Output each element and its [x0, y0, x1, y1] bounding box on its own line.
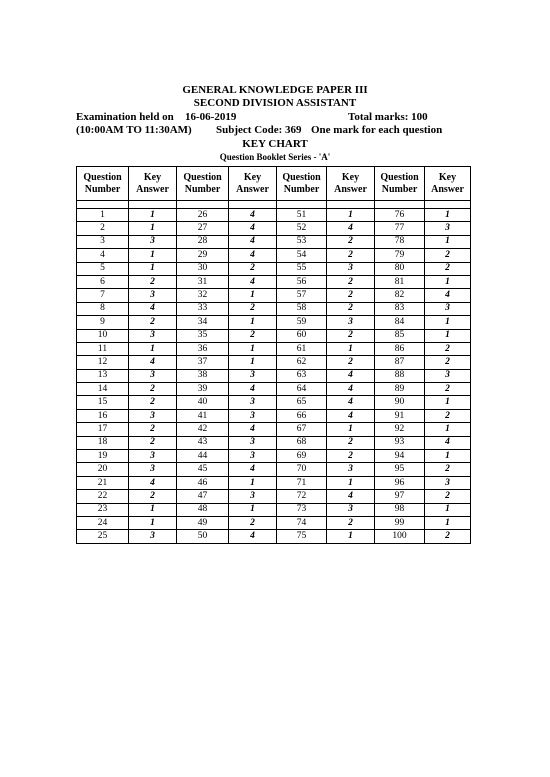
question-number-cell: 17: [77, 423, 129, 436]
question-number-cell: 11: [77, 342, 129, 355]
question-number-cell: 63: [277, 369, 327, 382]
key-answer-cell: 1: [229, 342, 277, 355]
key-answer-cell: 2: [327, 450, 375, 463]
key-answer-cell: 2: [425, 249, 471, 262]
header-line-1: Key: [243, 171, 262, 183]
key-answer-cell: 3: [425, 369, 471, 382]
question-number-cell: 60: [277, 329, 327, 342]
header-line-2: Answer: [236, 183, 269, 195]
question-number-cell: 5: [77, 262, 129, 275]
key-chart-heading: KEY CHART: [242, 138, 308, 150]
question-number-cell: 98: [375, 503, 425, 516]
question-number-cell: 54: [277, 249, 327, 262]
key-answer-cell: 3: [129, 289, 177, 302]
question-number-cell: 67: [277, 423, 327, 436]
question-number-cell: 62: [277, 356, 327, 369]
question-number-cell: 28: [177, 235, 229, 248]
key-answer-cell: 3: [229, 450, 277, 463]
key-answer-cell: 2: [327, 289, 375, 302]
key-answer-cell: 3: [129, 463, 177, 476]
header-line-1: Question: [380, 171, 419, 183]
key-answer-cell: 2: [425, 409, 471, 422]
key-answer-cell: 2: [229, 516, 277, 529]
key-answer-cell: 1: [129, 262, 177, 275]
header-line-1: Key: [143, 171, 162, 183]
question-number-cell: 12: [77, 356, 129, 369]
key-answer-cell: 1: [327, 342, 375, 355]
question-number-cell: 1: [77, 209, 129, 222]
question-number-cell: 41: [177, 409, 229, 422]
table-row: [77, 530, 471, 543]
answer-key-table: [76, 166, 471, 544]
key-answer-cell: 1: [229, 476, 277, 489]
key-answer-cell: 2: [425, 490, 471, 503]
marks-note: One mark for each question: [311, 124, 443, 136]
question-number-cell: 83: [375, 302, 425, 315]
question-number-cell: 8: [77, 302, 129, 315]
exam-date-label: Examination held on: [76, 111, 174, 123]
question-number-cell: 58: [277, 302, 327, 315]
key-answer-cell: 2: [327, 249, 375, 262]
question-number-cell: 14: [77, 383, 129, 396]
question-number-cell: 37: [177, 356, 229, 369]
spacer-row: [77, 201, 471, 209]
header-line-1: Key: [438, 171, 457, 183]
question-number-cell: 75: [277, 530, 327, 543]
question-number-cell: 42: [177, 423, 229, 436]
key-answer-cell: 3: [327, 262, 375, 275]
table-row: [77, 450, 471, 463]
header-line-1: Key: [341, 171, 360, 183]
question-number-cell: 19: [77, 450, 129, 463]
table-row: [77, 316, 471, 329]
key-answer-cell: 4: [229, 249, 277, 262]
key-answer-cell: 4: [229, 463, 277, 476]
key-answer-cell: 1: [229, 503, 277, 516]
key-answer-cell: 2: [129, 436, 177, 449]
question-number-cell: 25: [77, 530, 129, 543]
key-answer-cell: 1: [425, 275, 471, 288]
question-number-cell: 69: [277, 450, 327, 463]
question-number-cell: 89: [375, 383, 425, 396]
header-line-1: Question: [282, 171, 321, 183]
header-line-2: Number: [283, 183, 320, 195]
booklet-series: Question Booklet Series - 'A': [219, 152, 331, 162]
key-answer-cell: 2: [129, 423, 177, 436]
question-number-cell: 24: [77, 516, 129, 529]
question-number-cell: 23: [77, 503, 129, 516]
key-answer-cell: 2: [129, 383, 177, 396]
key-answer-cell: 4: [229, 222, 277, 235]
key-answer-cell: 3: [229, 409, 277, 422]
question-number-cell: 32: [177, 289, 229, 302]
key-answer-cell: 2: [129, 490, 177, 503]
paper-title: GENERAL KNOWLEDGE PAPER III: [182, 84, 368, 96]
table-row: [77, 476, 471, 489]
question-number-cell: 73: [277, 503, 327, 516]
question-number-cell: 21: [77, 476, 129, 489]
key-answer-cell: 3: [229, 369, 277, 382]
question-number-cell: 82: [375, 289, 425, 302]
table-row: [77, 463, 471, 476]
table-row: [77, 503, 471, 516]
key-answer-cell: 2: [327, 329, 375, 342]
key-answer-cell: 1: [425, 209, 471, 222]
question-number-cell: 43: [177, 436, 229, 449]
key-answer-cell: 4: [229, 530, 277, 543]
key-answer-cell: 1: [425, 516, 471, 529]
question-number-cell: 86: [375, 342, 425, 355]
table-row: [77, 516, 471, 529]
key-answer-cell: 1: [327, 476, 375, 489]
key-answer-cell: 3: [129, 329, 177, 342]
question-number-cell: 46: [177, 476, 229, 489]
question-number-cell: 74: [277, 516, 327, 529]
key-answer-cell: 3: [425, 302, 471, 315]
table-row: [77, 369, 471, 382]
table-row: [77, 302, 471, 315]
key-answer-cell: 2: [425, 383, 471, 396]
key-answer-cell: 2: [327, 356, 375, 369]
header-line-2: Number: [184, 183, 221, 195]
key-answer-cell: 2: [229, 329, 277, 342]
table-row: [77, 396, 471, 409]
question-number-cell: 57: [277, 289, 327, 302]
key-answer-cell: 2: [425, 262, 471, 275]
key-answer-cell: 4: [425, 289, 471, 302]
table-row: [77, 356, 471, 369]
exam-date: 16-06-2019: [185, 111, 237, 123]
question-number-cell: 71: [277, 476, 327, 489]
key-answer-cell: 1: [327, 530, 375, 543]
header-line-2: Number: [381, 183, 418, 195]
question-number-cell: 49: [177, 516, 229, 529]
key-answer-cell: 2: [327, 275, 375, 288]
key-answer-cell: 1: [425, 450, 471, 463]
table-header: [77, 167, 471, 201]
key-answer-cell: 1: [425, 329, 471, 342]
question-number-cell: 95: [375, 463, 425, 476]
key-answer-cell: 4: [129, 302, 177, 315]
key-answer-cell: 2: [129, 275, 177, 288]
key-answer-cell: 2: [129, 316, 177, 329]
question-number-cell: 18: [77, 436, 129, 449]
key-answer-cell: 1: [425, 423, 471, 436]
table-row: [77, 342, 471, 355]
key-answer-header: [129, 167, 177, 201]
question-number-cell: 22: [77, 490, 129, 503]
question-number-cell: 96: [375, 476, 425, 489]
key-answer-cell: 2: [425, 530, 471, 543]
question-number-cell: 45: [177, 463, 229, 476]
question-number-cell: 66: [277, 409, 327, 422]
key-answer-cell: 3: [129, 530, 177, 543]
key-answer-cell: 1: [425, 503, 471, 516]
question-number-header: [77, 167, 129, 201]
header-line-1: Question: [83, 171, 122, 183]
question-number-cell: 47: [177, 490, 229, 503]
question-number-cell: 92: [375, 423, 425, 436]
question-number-cell: 59: [277, 316, 327, 329]
table-row: [77, 275, 471, 288]
total-marks: Total marks: 100: [348, 111, 428, 123]
exam-time: (10:00AM TO 11:30AM): [76, 124, 192, 136]
key-answer-cell: 4: [425, 436, 471, 449]
key-answer-cell: 3: [129, 450, 177, 463]
key-answer-cell: 1: [327, 423, 375, 436]
table-row: [77, 209, 471, 222]
table-row: [77, 409, 471, 422]
key-answer-cell: 2: [425, 342, 471, 355]
question-number-cell: 13: [77, 369, 129, 382]
key-answer-cell: 1: [425, 235, 471, 248]
question-number-header: [375, 167, 425, 201]
question-number-cell: 52: [277, 222, 327, 235]
question-number-header: [177, 167, 229, 201]
question-number-cell: 35: [177, 329, 229, 342]
question-number-cell: 72: [277, 490, 327, 503]
question-number-cell: 56: [277, 275, 327, 288]
key-answer-cell: 1: [129, 516, 177, 529]
key-answer-cell: 3: [327, 503, 375, 516]
key-answer-cell: 4: [327, 369, 375, 382]
question-number-cell: 87: [375, 356, 425, 369]
header-line-2: Answer: [136, 183, 169, 195]
key-answer-cell: 3: [229, 436, 277, 449]
question-number-cell: 33: [177, 302, 229, 315]
question-number-cell: 27: [177, 222, 229, 235]
question-number-cell: 91: [375, 409, 425, 422]
key-answer-cell: 4: [327, 383, 375, 396]
key-answer-cell: 4: [327, 409, 375, 422]
key-answer-cell: 4: [229, 235, 277, 248]
table-row: [77, 222, 471, 235]
header-line-1: Question: [183, 171, 222, 183]
header-line-2: Number: [84, 183, 121, 195]
key-answer-cell: 3: [229, 490, 277, 503]
question-number-cell: 65: [277, 396, 327, 409]
question-number-cell: 81: [375, 275, 425, 288]
key-answer-cell: 1: [129, 249, 177, 262]
question-number-cell: 97: [375, 490, 425, 503]
question-number-cell: 53: [277, 235, 327, 248]
table-row: [77, 249, 471, 262]
key-answer-cell: 1: [425, 316, 471, 329]
table-row: [77, 423, 471, 436]
table-row: [77, 383, 471, 396]
key-answer-cell: 4: [229, 209, 277, 222]
key-answer-cell: 1: [229, 316, 277, 329]
header-line-2: Answer: [431, 183, 464, 195]
key-answer-cell: 1: [129, 222, 177, 235]
question-number-cell: 99: [375, 516, 425, 529]
key-answer-cell: 1: [229, 356, 277, 369]
key-answer-cell: 1: [129, 342, 177, 355]
question-number-cell: 44: [177, 450, 229, 463]
key-answer-cell: 4: [229, 275, 277, 288]
question-number-cell: 9: [77, 316, 129, 329]
key-answer-cell: 2: [425, 463, 471, 476]
question-number-cell: 76: [375, 209, 425, 222]
question-number-cell: 2: [77, 222, 129, 235]
question-number-cell: 90: [375, 396, 425, 409]
table-body: [77, 201, 471, 544]
question-number-cell: 100: [375, 530, 425, 543]
key-answer-cell: 3: [129, 369, 177, 382]
key-answer-cell: 1: [129, 503, 177, 516]
table-row: [77, 490, 471, 503]
key-answer-cell: 3: [129, 235, 177, 248]
key-answer-header: [229, 167, 277, 201]
key-answer-cell: 3: [425, 222, 471, 235]
key-answer-cell: 3: [327, 316, 375, 329]
table-row: [77, 329, 471, 342]
question-number-cell: 79: [375, 249, 425, 262]
question-number-cell: 78: [375, 235, 425, 248]
question-number-cell: 51: [277, 209, 327, 222]
question-number-cell: 68: [277, 436, 327, 449]
key-answer-cell: 2: [327, 516, 375, 529]
question-number-cell: 3: [77, 235, 129, 248]
key-answer-cell: 3: [129, 409, 177, 422]
question-number-cell: 26: [177, 209, 229, 222]
key-answer-cell: 4: [327, 222, 375, 235]
question-number-cell: 48: [177, 503, 229, 516]
question-number-cell: 93: [375, 436, 425, 449]
key-answer-cell: 2: [129, 396, 177, 409]
key-answer-cell: 2: [327, 235, 375, 248]
key-answer-cell: 1: [425, 396, 471, 409]
question-number-header: [277, 167, 327, 201]
question-number-cell: 64: [277, 383, 327, 396]
question-number-cell: 50: [177, 530, 229, 543]
question-number-cell: 7: [77, 289, 129, 302]
question-number-cell: 31: [177, 275, 229, 288]
key-answer-cell: 4: [229, 383, 277, 396]
table-row: [77, 436, 471, 449]
key-answer-cell: 2: [327, 302, 375, 315]
key-answer-cell: 2: [425, 356, 471, 369]
question-number-cell: 16: [77, 409, 129, 422]
key-answer-cell: 2: [327, 436, 375, 449]
question-number-cell: 36: [177, 342, 229, 355]
key-answer-cell: 3: [425, 476, 471, 489]
question-number-cell: 61: [277, 342, 327, 355]
question-number-cell: 94: [375, 450, 425, 463]
key-answer-cell: 3: [229, 396, 277, 409]
question-number-cell: 20: [77, 463, 129, 476]
key-answer-header: [425, 167, 471, 201]
key-answer-cell: 4: [229, 423, 277, 436]
key-answer-cell: 1: [129, 209, 177, 222]
question-number-cell: 29: [177, 249, 229, 262]
table-row: [77, 289, 471, 302]
key-answer-cell: 2: [229, 262, 277, 275]
subject-code: Subject Code: 369: [216, 124, 302, 136]
question-number-cell: 77: [375, 222, 425, 235]
key-answer-cell: 3: [327, 463, 375, 476]
question-number-cell: 10: [77, 329, 129, 342]
question-number-cell: 80: [375, 262, 425, 275]
key-answer-cell: 4: [129, 356, 177, 369]
key-answer-cell: 1: [327, 209, 375, 222]
key-answer-cell: 1: [229, 289, 277, 302]
question-number-cell: 88: [375, 369, 425, 382]
question-number-cell: 55: [277, 262, 327, 275]
key-answer-cell: 4: [327, 490, 375, 503]
question-number-cell: 6: [77, 275, 129, 288]
question-number-cell: 70: [277, 463, 327, 476]
table-row: [77, 262, 471, 275]
key-answer-cell: 2: [229, 302, 277, 315]
table-row: [77, 235, 471, 248]
key-answer-cell: 4: [129, 476, 177, 489]
header-line-2: Answer: [334, 183, 367, 195]
question-number-cell: 40: [177, 396, 229, 409]
question-number-cell: 39: [177, 383, 229, 396]
question-number-cell: 84: [375, 316, 425, 329]
question-number-cell: 4: [77, 249, 129, 262]
question-number-cell: 85: [375, 329, 425, 342]
question-number-cell: 34: [177, 316, 229, 329]
question-number-cell: 38: [177, 369, 229, 382]
question-number-cell: 30: [177, 262, 229, 275]
key-answer-header: [327, 167, 375, 201]
post-name: SECOND DIVISION ASSISTANT: [193, 97, 357, 109]
key-answer-cell: 4: [327, 396, 375, 409]
question-number-cell: 15: [77, 396, 129, 409]
